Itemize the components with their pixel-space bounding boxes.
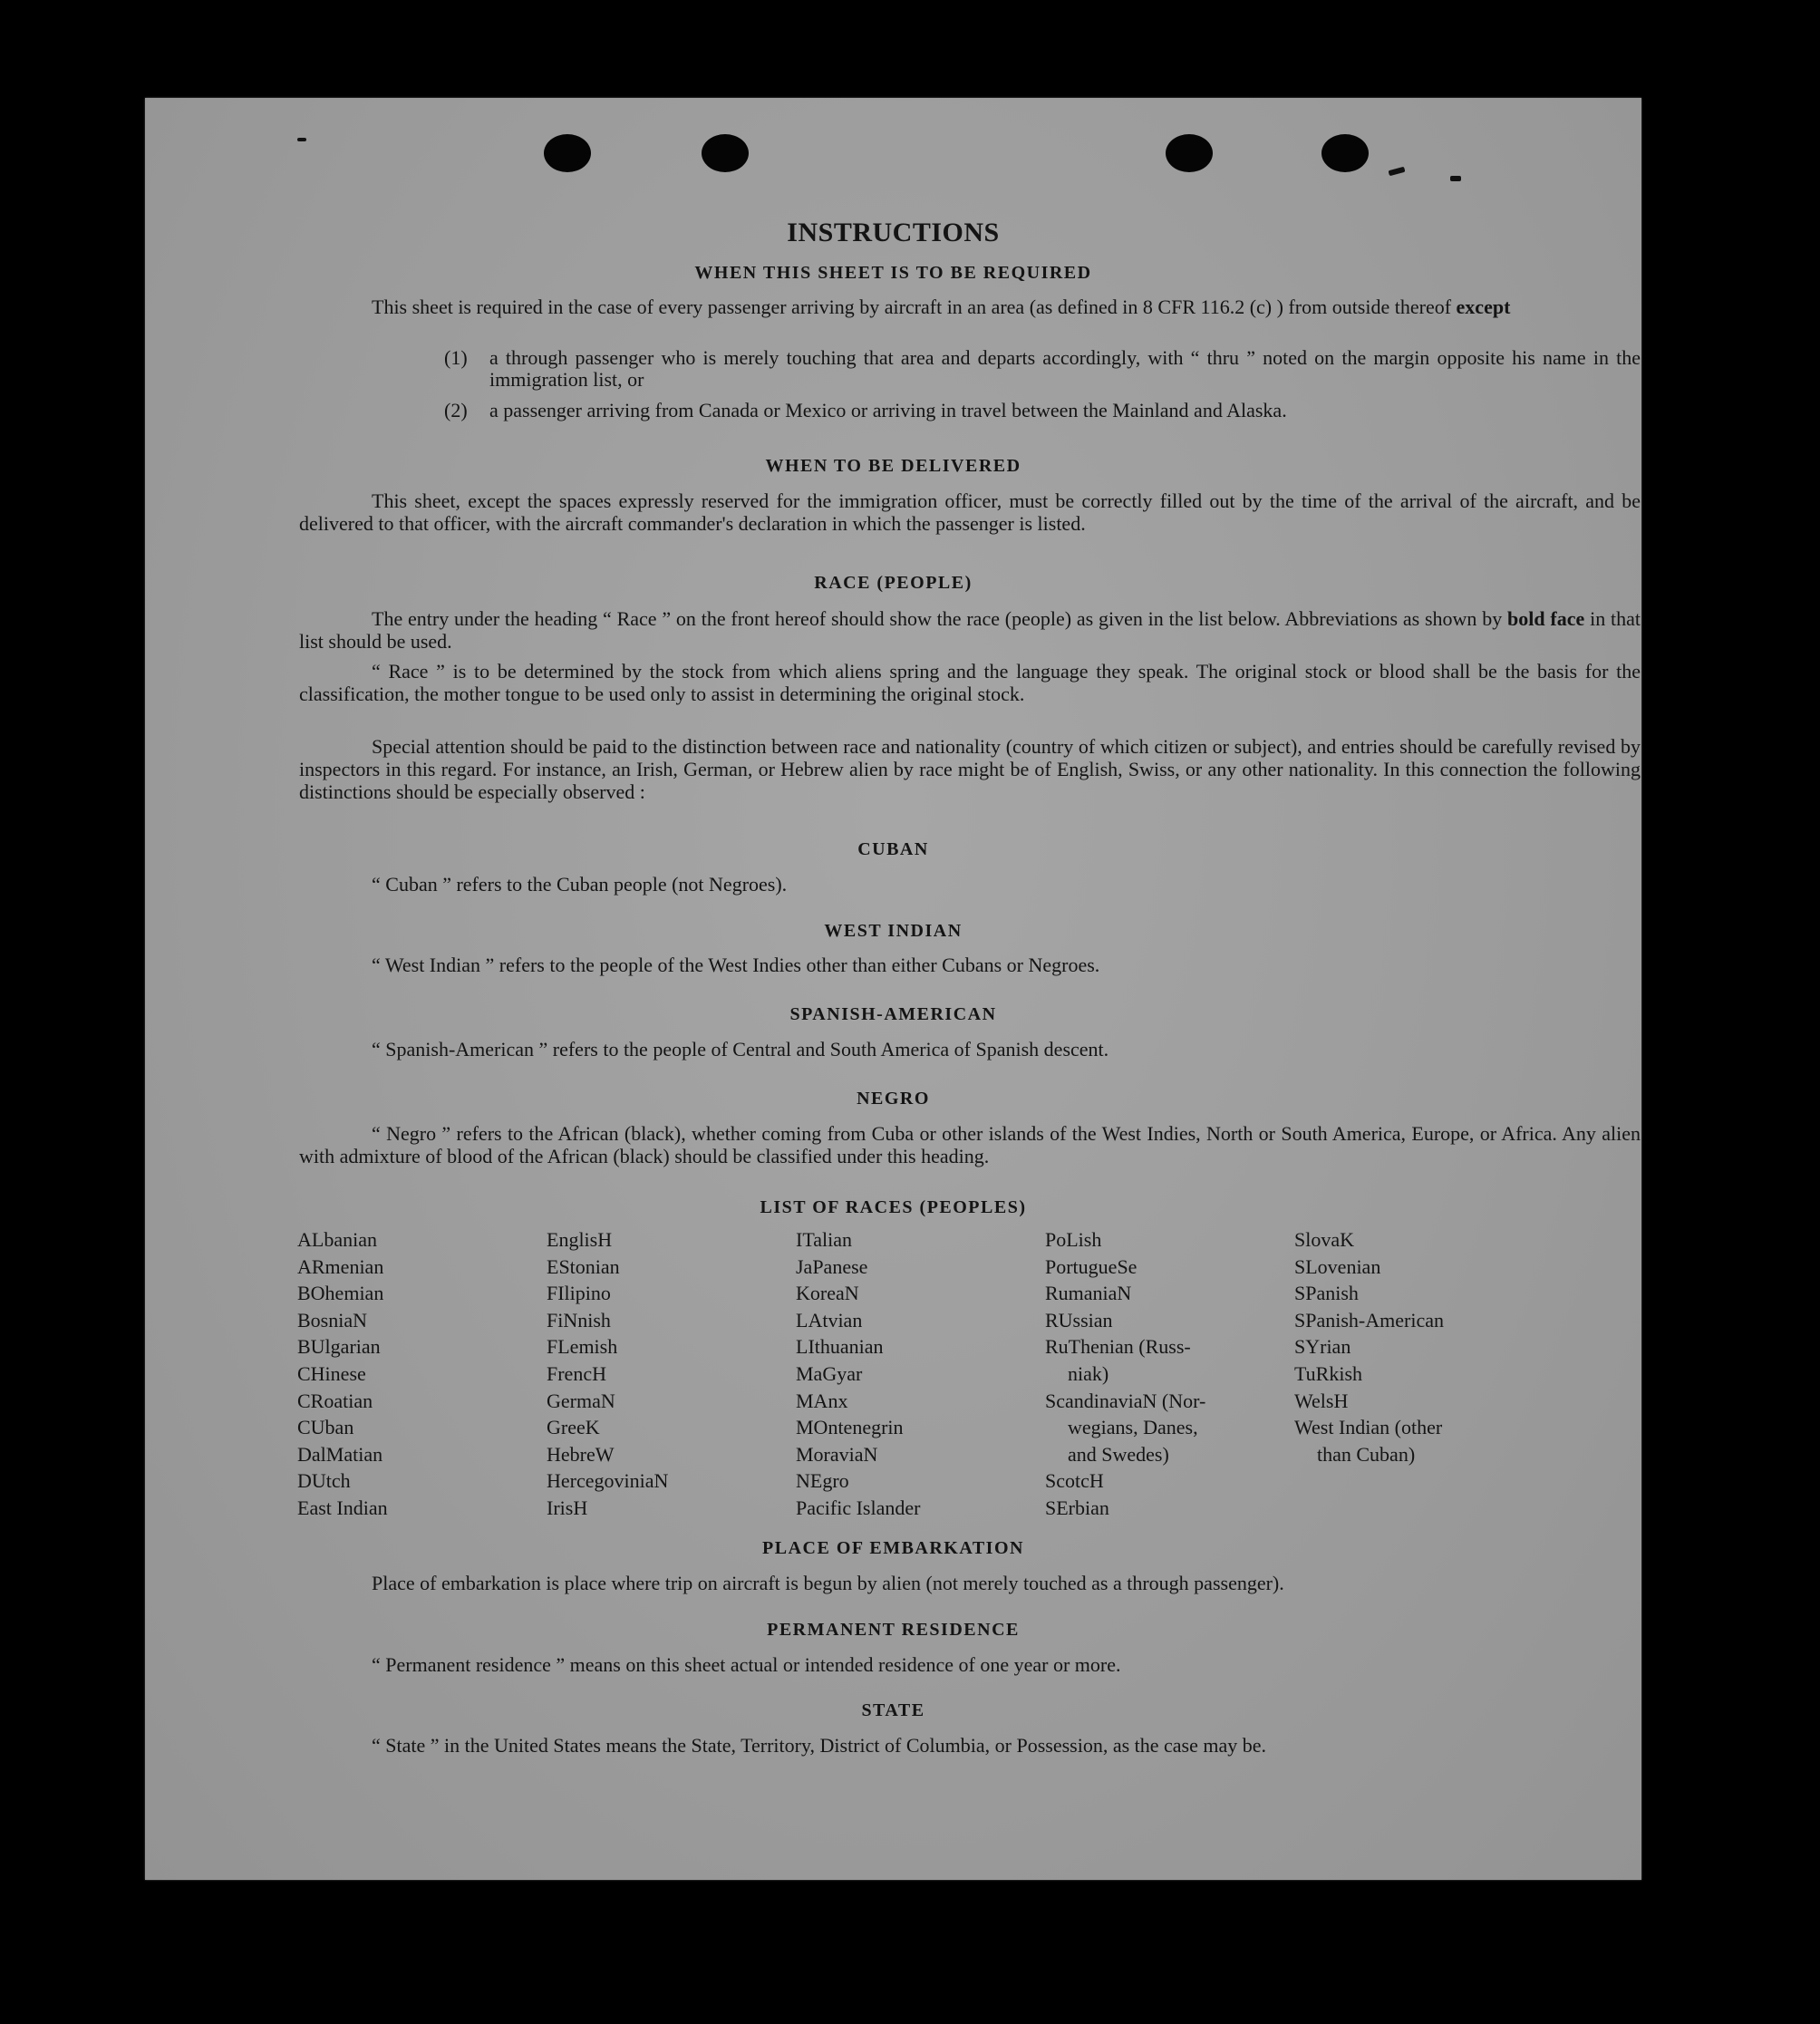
race-entry: RUssian (1045, 1308, 1113, 1332)
race-entry: GreeK (547, 1416, 600, 1439)
paragraph-text: “ State ” in the United States means the State, Territory, District of Columbia, or Possession, as the case may be. (372, 1734, 1267, 1757)
race-entry: EStonian (547, 1254, 620, 1278)
race-entry: DUtch (297, 1469, 351, 1493)
race-entry: West Indian (other (1294, 1416, 1443, 1439)
paragraph-text: “ Negro ” refers to the African (black), whether coming from Cuba or other islands of the West Indies, North or South America, Europe, or Africa. Any alien with admixture of blood of the African (black) should be classified under this heading. (299, 1122, 1641, 1167)
page-title: INSTRUCTIONS (787, 218, 1000, 247)
race-column-4 (1045, 1226, 1272, 1522)
race-entry: GermaN (547, 1389, 615, 1412)
punch-hole (1321, 134, 1369, 172)
race-entry: CUban (297, 1416, 354, 1439)
race-entry: ALbanian (297, 1228, 377, 1251)
ink-speck (297, 138, 306, 141)
paragraph-text: “ Permanent residence ” means on this sheet actual or intended residence of one year or more. (372, 1653, 1121, 1676)
paragraph-text: in that list should be used. (299, 607, 1641, 653)
item-number: (1) (444, 346, 468, 369)
race-entry: SPanish (1294, 1282, 1359, 1305)
punch-hole (1166, 134, 1213, 172)
race-entry: MaGyar (796, 1361, 863, 1385)
paragraph-residence (299, 1653, 1641, 1676)
heading-list-of-races: LIST OF RACES (PEOPLES) (760, 1197, 1027, 1217)
item-number: (2) (444, 399, 468, 421)
race-entry: WelsH (1294, 1389, 1349, 1412)
race-entry: BUlgarian (297, 1335, 381, 1359)
heading-spanish-american: SPANISH-AMERICAN (789, 1004, 997, 1024)
paragraph-spanish-american (299, 1038, 1641, 1060)
race-entry: SErbian (1045, 1496, 1109, 1519)
paragraph-embarkation (299, 1572, 1641, 1594)
race-entry: SlovaK (1294, 1228, 1354, 1251)
race-entry: CRoatian (297, 1389, 373, 1412)
race-entry: RuThenian (Russ- (1045, 1335, 1191, 1359)
exception-item-2 (444, 400, 1641, 421)
race-entry: NEgro (796, 1469, 849, 1493)
race-entry-continued: than Cuban) (1317, 1442, 1416, 1466)
paragraph-negro (299, 1122, 1641, 1167)
instruction-sheet (145, 98, 1641, 1880)
race-column-2 (547, 1226, 773, 1522)
heading-when-delivered: WHEN TO BE DELIVERED (765, 456, 1021, 476)
race-entry: EnglisH (547, 1228, 613, 1251)
paragraph-when-required (299, 295, 1641, 318)
race-entry: Pacific Islander (796, 1496, 921, 1519)
race-column-3 (796, 1226, 1022, 1522)
race-entry: HercegoviniaN (547, 1469, 669, 1493)
race-entry-continued: and Swedes) (1068, 1442, 1169, 1466)
race-entry: BosniaN (297, 1308, 367, 1332)
race-entry: BOhemian (297, 1282, 384, 1305)
heading-cuban: CUBAN (857, 839, 929, 859)
race-entry: KoreaN (796, 1282, 859, 1305)
ink-speck (1450, 176, 1461, 181)
paragraph-text: “ West Indian ” refers to the people of the West Indies other than either Cubans or Negroes. (372, 954, 1100, 976)
race-entry: ScandinaviaN (Nor- (1045, 1389, 1206, 1412)
race-entry: MAnx (796, 1389, 848, 1412)
paragraph-text: “ Cuban ” refers to the Cuban people (not Negroes). (372, 873, 788, 896)
race-entry: TuRkish (1294, 1361, 1363, 1385)
paragraph-text: The entry under the heading “ Race ” on the front hereof should show the race (people) as given in the list below. Abbreviations as shown by (372, 607, 1503, 630)
paragraph-text: “ Race ” is to be determined by the stock from which aliens spring and the language they speak. The original stock or blood shall be the basis for the classification, the mother tongue to be used only to assist in determining the original stock. (299, 660, 1641, 705)
heading-when-required: WHEN THIS SHEET IS TO BE REQUIRED (694, 263, 1092, 283)
race-entry: East Indian (297, 1496, 388, 1519)
race-column-1 (297, 1226, 524, 1522)
paragraph-race-2 (299, 660, 1641, 705)
race-entry: HebreW (547, 1442, 615, 1466)
heading-west-indian: WEST INDIAN (824, 921, 963, 941)
item-text: a through passenger who is merely touching that area and departs accordingly, with “ thru ” noted on the margin opposite his name in the immigration list, or (489, 346, 1641, 391)
race-entry: RumaniaN (1045, 1282, 1132, 1305)
race-entry: FrencH (547, 1361, 606, 1385)
bold-word: bold face (1507, 607, 1585, 630)
punch-hole (544, 134, 591, 172)
race-column-5 (1294, 1226, 1521, 1467)
ink-speck (1389, 167, 1406, 176)
race-entry: FLemish (547, 1335, 618, 1359)
race-entry: PoLish (1045, 1228, 1102, 1251)
race-entry: SPanish-American (1294, 1308, 1444, 1332)
race-entry: SLovenian (1294, 1254, 1381, 1278)
paragraph-text: Place of embarkation is place where trip on aircraft is begun by alien (not merely touched as a through passenger). (372, 1572, 1284, 1594)
paragraph-when-delivered (299, 489, 1641, 535)
race-entry: ITalian (796, 1228, 852, 1251)
heading-state: STATE (861, 1700, 925, 1720)
race-entry: MoraviaN (796, 1442, 878, 1466)
heading-embarkation: PLACE OF EMBARKATION (762, 1538, 1024, 1558)
bold-word: except (1456, 295, 1511, 318)
paragraph-text: This sheet is required in the case of every passenger arriving by aircraft in an area (as defined in 8 CFR 116.2 (c) ) from outside thereof (372, 295, 1452, 318)
race-entry: DalMatian (297, 1442, 383, 1466)
race-entry: JaPanese (796, 1254, 868, 1278)
race-entry: LAtvian (796, 1308, 863, 1332)
heading-residence: PERMANENT RESIDENCE (767, 1620, 1020, 1640)
race-entry: PortugueSe (1045, 1254, 1138, 1278)
race-entry: ARmenian (297, 1254, 384, 1278)
paragraph-state (299, 1734, 1641, 1757)
punch-hole (702, 134, 749, 172)
paragraph-west-indian (299, 954, 1641, 976)
race-entry: LIthuanian (796, 1335, 884, 1359)
heading-race: RACE (PEOPLE) (814, 573, 973, 593)
item-text: a passenger arriving from Canada or Mexico or arriving in travel between the Mainland and Alaska. (489, 399, 1287, 421)
paragraph-race-1 (299, 607, 1641, 653)
paragraph-text: Special attention should be paid to the distinction between race and nationality (country of which citizen or subject), and entries should be carefully revised by inspectors in this regard. For instance, an Irish, German, or Hebrew alien by race might be of English, Swiss, or any other nationality. In this connection the following distinctions should be especially observed : (299, 735, 1641, 803)
paragraph-cuban (299, 873, 1641, 896)
race-entry: MOntenegrin (796, 1416, 904, 1439)
race-entry: FiNnish (547, 1308, 611, 1332)
race-entry: ScotcH (1045, 1469, 1104, 1493)
race-entry: IrisH (547, 1496, 588, 1519)
race-entry: FIlipino (547, 1282, 611, 1305)
race-entry-continued: wegians, Danes, (1068, 1416, 1198, 1439)
race-entry-continued: niak) (1068, 1361, 1109, 1385)
paragraph-text: “ Spanish-American ” refers to the people of Central and South America of Spanish descent. (372, 1038, 1109, 1060)
paragraph-text: This sheet, except the spaces expressly reserved for the immigration officer, must be correctly filled out by the time of the arrival of the aircraft, and be delivered to that officer, with the aircraft commander's declaration in which the passenger is listed. (299, 489, 1641, 535)
paragraph-race-3 (299, 735, 1641, 803)
exception-item-1 (444, 347, 1641, 391)
race-entry: CHinese (297, 1361, 366, 1385)
race-entry: SYrian (1294, 1335, 1351, 1359)
heading-negro: NEGRO (857, 1089, 930, 1109)
